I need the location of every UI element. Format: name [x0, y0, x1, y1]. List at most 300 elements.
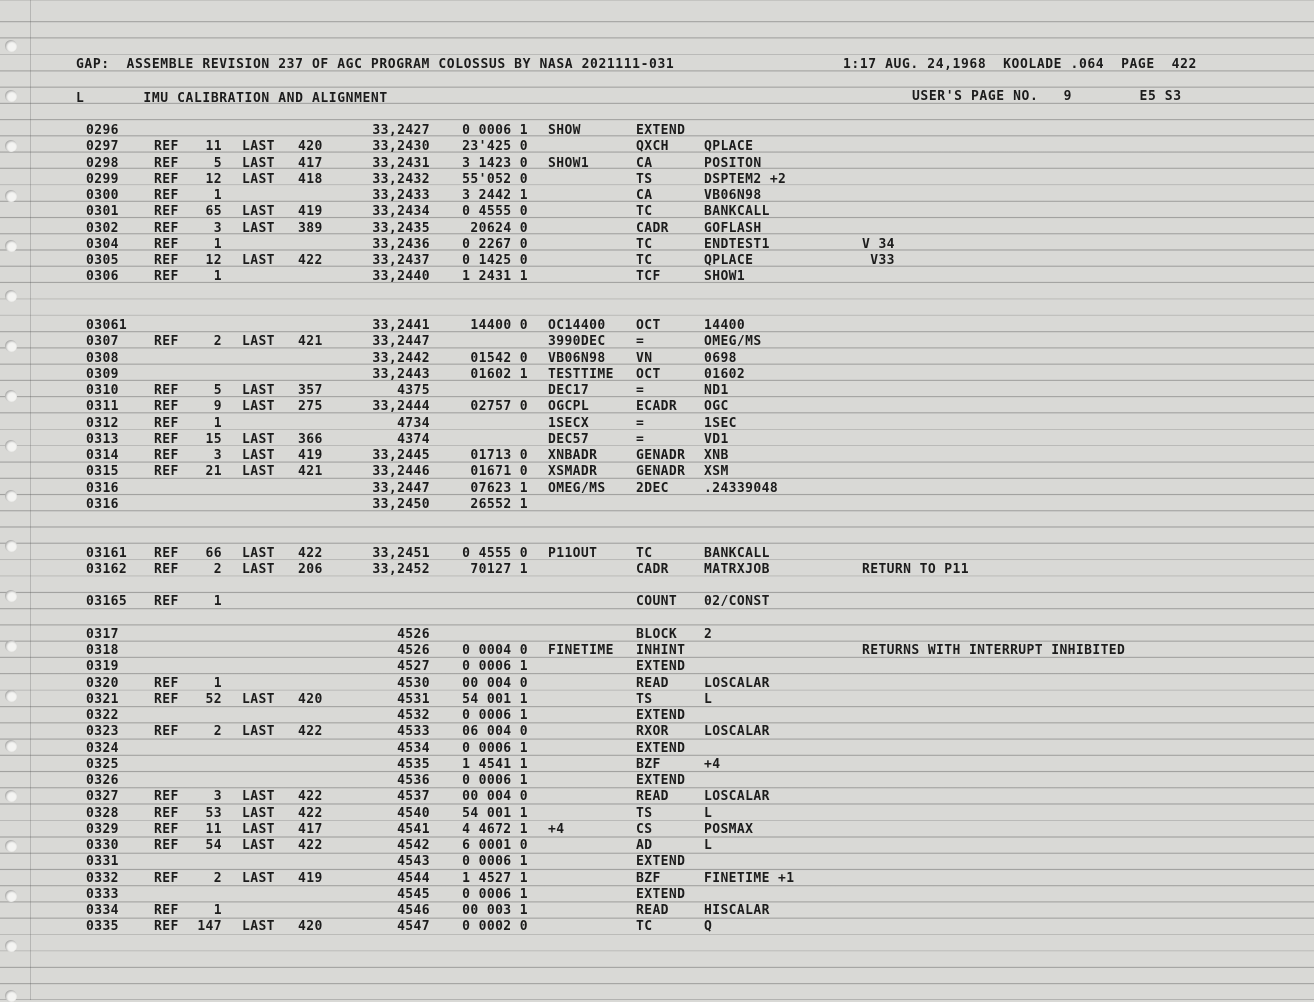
operand: ENDTEST1	[704, 236, 770, 252]
address: 4537	[397, 789, 430, 805]
ref-count: 53	[205, 805, 222, 821]
ref-marker: REF	[154, 204, 179, 220]
last-marker: LAST	[242, 383, 275, 398]
operand: ND1	[704, 383, 729, 398]
address: 33,2446	[372, 464, 430, 480]
address: 33,2447	[372, 480, 430, 496]
ref-count: 9	[213, 399, 222, 415]
address: 33,2441	[372, 318, 430, 333]
line-number: 0331	[86, 854, 119, 870]
ref-marker: REF	[154, 220, 179, 236]
line-number: 0305	[86, 253, 119, 268]
ref-count: 12	[205, 171, 222, 187]
octal-code: 0 0006 1	[462, 773, 528, 788]
ref-marker: REF	[154, 269, 179, 285]
symbol-label: OC14400	[548, 318, 606, 333]
opcode: QXCH	[636, 139, 669, 155]
opcode: =	[636, 383, 645, 398]
last-marker: LAST	[242, 870, 275, 886]
line-number: 0313	[86, 431, 119, 447]
last-page: 422	[298, 545, 323, 561]
address: 4536	[397, 773, 430, 788]
octal-code: 00 004 0	[462, 675, 528, 691]
operand: L	[704, 838, 713, 853]
last-page: 421	[298, 334, 323, 350]
symbol-label: XNBADR	[548, 448, 598, 463]
ref-marker: REF	[154, 545, 179, 561]
octal-code: 00 003 1	[462, 903, 528, 918]
opcode: TC	[636, 545, 653, 561]
octal-code: 1 2431 1	[462, 269, 528, 285]
operand: FINETIME +1	[704, 870, 795, 886]
address: 33,2432	[372, 171, 430, 187]
listing-row	[0, 757, 1300, 773]
ref-marker: REF	[154, 188, 179, 203]
octal-code: 6 0001 0	[462, 838, 528, 853]
ref-count: 3	[213, 448, 222, 463]
operand: QPLACE	[704, 139, 754, 155]
listing-row	[0, 676, 1300, 692]
ref-count: 52	[205, 691, 222, 707]
address: 33,2440	[372, 269, 430, 285]
last-page: 417	[298, 155, 323, 171]
octal-code: 0 0002 0	[462, 919, 528, 935]
operand: BANKCALL	[704, 545, 770, 561]
listing-row	[0, 351, 1300, 367]
address: 33,2433	[372, 188, 430, 203]
ref-marker: REF	[154, 789, 179, 805]
last-marker: LAST	[242, 171, 275, 187]
listing-row	[0, 594, 1300, 610]
line-number: 0304	[86, 236, 119, 252]
symbol-label: XSMADR	[548, 464, 598, 480]
line-number: 0329	[86, 821, 119, 837]
operand: Q	[704, 919, 713, 935]
operand: +4	[704, 756, 721, 772]
ref-count: 3	[213, 220, 222, 236]
address: 4546	[397, 903, 430, 918]
ref-count: 21	[205, 464, 222, 480]
octal-code: 54 001 1	[462, 691, 528, 707]
operand: 2	[704, 626, 713, 642]
address: 4540	[397, 805, 430, 821]
line-number: 0321	[86, 691, 119, 707]
listing-row	[0, 448, 1300, 464]
listing-row	[0, 643, 1300, 659]
ref-marker: REF	[154, 383, 179, 398]
address: 33,2436	[372, 236, 430, 252]
ref-count: 54	[205, 838, 222, 853]
opcode: INHINT	[636, 643, 686, 658]
ref-marker: REF	[154, 334, 179, 350]
listing-row	[0, 773, 1300, 789]
opcode: CADR	[636, 220, 669, 236]
operand: 01602	[704, 366, 746, 382]
octal-code: 26552 1	[470, 496, 528, 512]
ref-marker: REF	[154, 561, 179, 577]
ref-marker: REF	[154, 903, 179, 918]
symbol-label: FINETIME	[548, 643, 614, 658]
ref-marker: REF	[154, 415, 179, 431]
line-number: 0312	[86, 415, 119, 431]
last-page: 422	[298, 789, 323, 805]
header-section-title: L IMU CALIBRATION AND ALIGNMENT	[76, 91, 388, 106]
address: 33,2445	[372, 448, 430, 463]
opcode: =	[636, 415, 645, 431]
line-number: 0316	[86, 480, 119, 496]
listing-row	[0, 416, 1300, 432]
octal-code: 3 1423 0	[462, 155, 528, 171]
address: 33,2443	[372, 366, 430, 382]
opcode: =	[636, 334, 645, 350]
operand: VB06N98	[704, 188, 762, 203]
line-number: 0324	[86, 740, 119, 756]
symbol-label: P11OUT	[548, 545, 598, 561]
address: 33,2451	[372, 545, 430, 561]
opcode: EXTEND	[636, 854, 686, 870]
address: 4547	[397, 919, 430, 935]
last-page: 422	[298, 805, 323, 821]
line-number: 03162	[86, 561, 128, 577]
operand: LOSCALAR	[704, 789, 770, 805]
last-marker: LAST	[242, 399, 275, 415]
octal-code: 00 004 0	[462, 789, 528, 805]
symbol-label: 3990DEC	[548, 334, 606, 350]
listing-row	[0, 887, 1300, 903]
octal-code: 3 2442 1	[462, 188, 528, 203]
ref-count: 1	[213, 236, 222, 252]
operand: OGC	[704, 399, 729, 415]
line-number: 0316	[86, 496, 119, 512]
octal-code: 14400 0	[470, 318, 528, 333]
listing-row	[0, 139, 1300, 155]
last-marker: LAST	[242, 838, 275, 853]
opcode: CADR	[636, 561, 669, 577]
ref-marker: REF	[154, 594, 179, 610]
line-number: 0330	[86, 838, 119, 853]
line-number: 0328	[86, 805, 119, 821]
line-number: 0299	[86, 171, 119, 187]
listing-row	[0, 562, 1300, 578]
listing-row	[0, 481, 1300, 497]
listing-row	[0, 253, 1300, 269]
line-number: 0320	[86, 675, 119, 691]
listing-row	[0, 806, 1300, 822]
ref-marker: REF	[154, 805, 179, 821]
address: 4533	[397, 724, 430, 740]
opcode: TS	[636, 805, 653, 821]
opcode: CA	[636, 188, 653, 203]
listing-row	[0, 838, 1300, 854]
line-number: 0318	[86, 643, 119, 658]
last-marker: LAST	[242, 448, 275, 463]
listing-row	[0, 919, 1300, 935]
octal-code: 70127 1	[470, 561, 528, 577]
address: 33,2435	[372, 220, 430, 236]
operand: 0698	[704, 350, 737, 366]
ref-count: 1	[213, 675, 222, 691]
listing-row	[0, 497, 1300, 513]
ref-marker: REF	[154, 448, 179, 463]
feed-hole	[5, 290, 17, 302]
address: 4374	[397, 431, 430, 447]
address: 4530	[397, 675, 430, 691]
header-title: GAP: ASSEMBLE REVISION 237 OF AGC PROGRAM COLOSSUS BY NASA 2021111-031	[76, 57, 675, 72]
last-page: 422	[298, 253, 323, 268]
opcode: EXTEND	[636, 708, 686, 723]
octal-code: 1 4541 1	[462, 756, 528, 772]
listing-row	[0, 464, 1300, 480]
last-page: 421	[298, 464, 323, 480]
listing-row	[0, 221, 1300, 237]
opcode: BZF	[636, 870, 661, 886]
listing-row	[0, 789, 1300, 805]
line-number: 03161	[86, 545, 128, 561]
line-number: 0317	[86, 626, 119, 642]
listing-row	[0, 156, 1300, 172]
last-page: 206	[298, 561, 323, 577]
ref-count: 65	[205, 204, 222, 220]
operand: DSPTEM2 +2	[704, 171, 787, 187]
opcode: COUNT	[636, 594, 678, 610]
operand: 14400	[704, 318, 746, 333]
line-number: 0308	[86, 350, 119, 366]
address: 33,2452	[372, 561, 430, 577]
ref-count: 5	[213, 383, 222, 398]
line-number: 03165	[86, 594, 128, 610]
octal-code: 0 0004 0	[462, 643, 528, 658]
line-number: 0309	[86, 366, 119, 382]
opcode: TC	[636, 236, 653, 252]
octal-code: 23'425 0	[462, 139, 528, 155]
address: 33,2427	[372, 123, 430, 138]
listing-row	[0, 188, 1300, 204]
comment: RETURN TO P11	[862, 561, 969, 577]
last-page: 366	[298, 431, 323, 447]
line-number: 0333	[86, 886, 119, 902]
last-page: 419	[298, 870, 323, 886]
line-number: 0322	[86, 708, 119, 723]
line-number: 0301	[86, 204, 119, 220]
octal-code: 54 001 1	[462, 805, 528, 821]
octal-code: 01713 0	[470, 448, 528, 463]
octal-code: 0 2267 0	[462, 236, 528, 252]
symbol-label: DEC57	[548, 431, 590, 447]
line-number: 0315	[86, 464, 119, 480]
last-page: 418	[298, 171, 323, 187]
last-page: 417	[298, 821, 323, 837]
ref-count: 15	[205, 431, 222, 447]
opcode: TC	[636, 919, 653, 935]
opcode: TC	[636, 204, 653, 220]
octal-code: 0 0006 1	[462, 708, 528, 723]
ref-marker: REF	[154, 399, 179, 415]
listing-row	[0, 692, 1300, 708]
last-marker: LAST	[242, 805, 275, 821]
ref-count: 12	[205, 253, 222, 268]
opcode: TCF	[636, 269, 661, 285]
last-page: 422	[298, 724, 323, 740]
address: 4535	[397, 756, 430, 772]
ref-marker: REF	[154, 838, 179, 853]
opcode: OCT	[636, 366, 661, 382]
comment: RETURNS WITH INTERRUPT INHIBITED	[862, 643, 1126, 658]
operand: OMEG/MS	[704, 334, 762, 350]
symbol-label: TESTTIME	[548, 366, 614, 382]
line-number: 0300	[86, 188, 119, 203]
opcode: TS	[636, 171, 653, 187]
symbol-label: 1SECX	[548, 415, 590, 431]
octal-code: 02757 0	[470, 399, 528, 415]
opcode: =	[636, 431, 645, 447]
ref-count: 1	[213, 269, 222, 285]
symbol-label: +4	[548, 821, 565, 837]
address: 4542	[397, 838, 430, 853]
listing-row	[0, 724, 1300, 740]
line-number: 0307	[86, 334, 119, 350]
address: 4544	[397, 870, 430, 886]
octal-code: 0 0006 1	[462, 886, 528, 902]
last-page: 420	[298, 919, 323, 935]
listing-row	[0, 237, 1300, 253]
header-user-page: USER'S PAGE NO. 9 E5 S3	[912, 89, 1182, 104]
address: 33,2437	[372, 253, 430, 268]
line-number: 0314	[86, 448, 119, 463]
line-number: 0334	[86, 903, 119, 918]
header-timestamp-page: 1:17 AUG. 24,1968 KOOLADE .064 PAGE 422	[843, 57, 1197, 72]
listing-row	[0, 318, 1300, 334]
ref-count: 147	[197, 919, 222, 935]
listing-row	[0, 432, 1300, 448]
octal-code: 0 0006 1	[462, 854, 528, 870]
operand: POSITON	[704, 155, 762, 171]
address: 33,2444	[372, 399, 430, 415]
operand: XNB	[704, 448, 729, 463]
feed-hole	[5, 990, 17, 1002]
operand: QPLACE	[704, 253, 754, 268]
comment: V 34	[862, 236, 895, 252]
listing-row	[0, 172, 1300, 188]
address: 33,2450	[372, 496, 430, 512]
listing-row	[0, 383, 1300, 399]
opcode: EXTEND	[636, 659, 686, 675]
ref-marker: REF	[154, 724, 179, 740]
address: 4541	[397, 821, 430, 837]
ref-marker: REF	[154, 171, 179, 187]
opcode: READ	[636, 675, 669, 691]
ref-marker: REF	[154, 919, 179, 935]
opcode: TS	[636, 691, 653, 707]
line-number: 0326	[86, 773, 119, 788]
address: 4543	[397, 854, 430, 870]
last-marker: LAST	[242, 220, 275, 236]
line-number: 0297	[86, 139, 119, 155]
ref-count: 11	[205, 821, 222, 837]
line-number: 0306	[86, 269, 119, 285]
last-marker: LAST	[242, 155, 275, 171]
last-marker: LAST	[242, 253, 275, 268]
operand: BANKCALL	[704, 204, 770, 220]
opcode: GENADR	[636, 464, 686, 480]
operand: MATRXJOB	[704, 561, 770, 577]
last-page: 419	[298, 448, 323, 463]
operand: XSM	[704, 464, 729, 480]
listing-row	[0, 627, 1300, 643]
octal-code: 01542 0	[470, 350, 528, 366]
opcode: EXTEND	[636, 123, 686, 138]
operand: LOSCALAR	[704, 675, 770, 691]
opcode: BZF	[636, 756, 661, 772]
symbol-label: OGCPL	[548, 399, 590, 415]
ref-marker: REF	[154, 155, 179, 171]
ref-marker: REF	[154, 464, 179, 480]
symbol-label: DEC17	[548, 383, 590, 398]
address: 4734	[397, 415, 430, 431]
opcode: READ	[636, 789, 669, 805]
last-marker: LAST	[242, 821, 275, 837]
line-number: 0323	[86, 724, 119, 740]
last-marker: LAST	[242, 789, 275, 805]
octal-code: 0 0006 1	[462, 740, 528, 756]
ref-count: 1	[213, 415, 222, 431]
ref-marker: REF	[154, 691, 179, 707]
octal-code: 55'052 0	[462, 171, 528, 187]
line-number: 0335	[86, 919, 119, 935]
address: 4545	[397, 886, 430, 902]
opcode: OCT	[636, 318, 661, 333]
octal-code: 1 4527 1	[462, 870, 528, 886]
address: 4526	[397, 643, 430, 658]
last-page: 422	[298, 838, 323, 853]
symbol-label: VB06N98	[548, 350, 606, 366]
octal-code: 0 0006 1	[462, 659, 528, 675]
last-marker: LAST	[242, 691, 275, 707]
last-marker: LAST	[242, 724, 275, 740]
symbol-label: SHOW1	[548, 155, 590, 171]
opcode: READ	[636, 903, 669, 918]
symbol-label: SHOW	[548, 123, 581, 138]
operand: .24339048	[704, 480, 779, 496]
line-number: 0332	[86, 870, 119, 886]
octal-code: 0 1425 0	[462, 253, 528, 268]
listing-row	[0, 123, 1300, 139]
address: 33,2442	[372, 350, 430, 366]
line-number: 0302	[86, 220, 119, 236]
octal-code: 0 0006 1	[462, 123, 528, 138]
address: 4527	[397, 659, 430, 675]
ref-marker: REF	[154, 821, 179, 837]
feed-hole	[5, 40, 17, 52]
listing-row	[0, 871, 1300, 887]
listing-row	[0, 334, 1300, 350]
listing-row	[0, 708, 1300, 724]
last-page: 357	[298, 383, 323, 398]
opcode: 2DEC	[636, 480, 669, 496]
last-marker: LAST	[242, 334, 275, 350]
octal-code: 20624 0	[470, 220, 528, 236]
address: 4375	[397, 383, 430, 398]
listing-row	[0, 399, 1300, 415]
opcode: AD	[636, 838, 653, 853]
last-marker: LAST	[242, 204, 275, 220]
octal-code: 4 4672 1	[462, 821, 528, 837]
ref-count: 2	[213, 870, 222, 886]
operand: 1SEC	[704, 415, 737, 431]
ref-marker: REF	[154, 139, 179, 155]
opcode: EXTEND	[636, 740, 686, 756]
comment: V33	[862, 253, 895, 268]
last-page: 389	[298, 220, 323, 236]
